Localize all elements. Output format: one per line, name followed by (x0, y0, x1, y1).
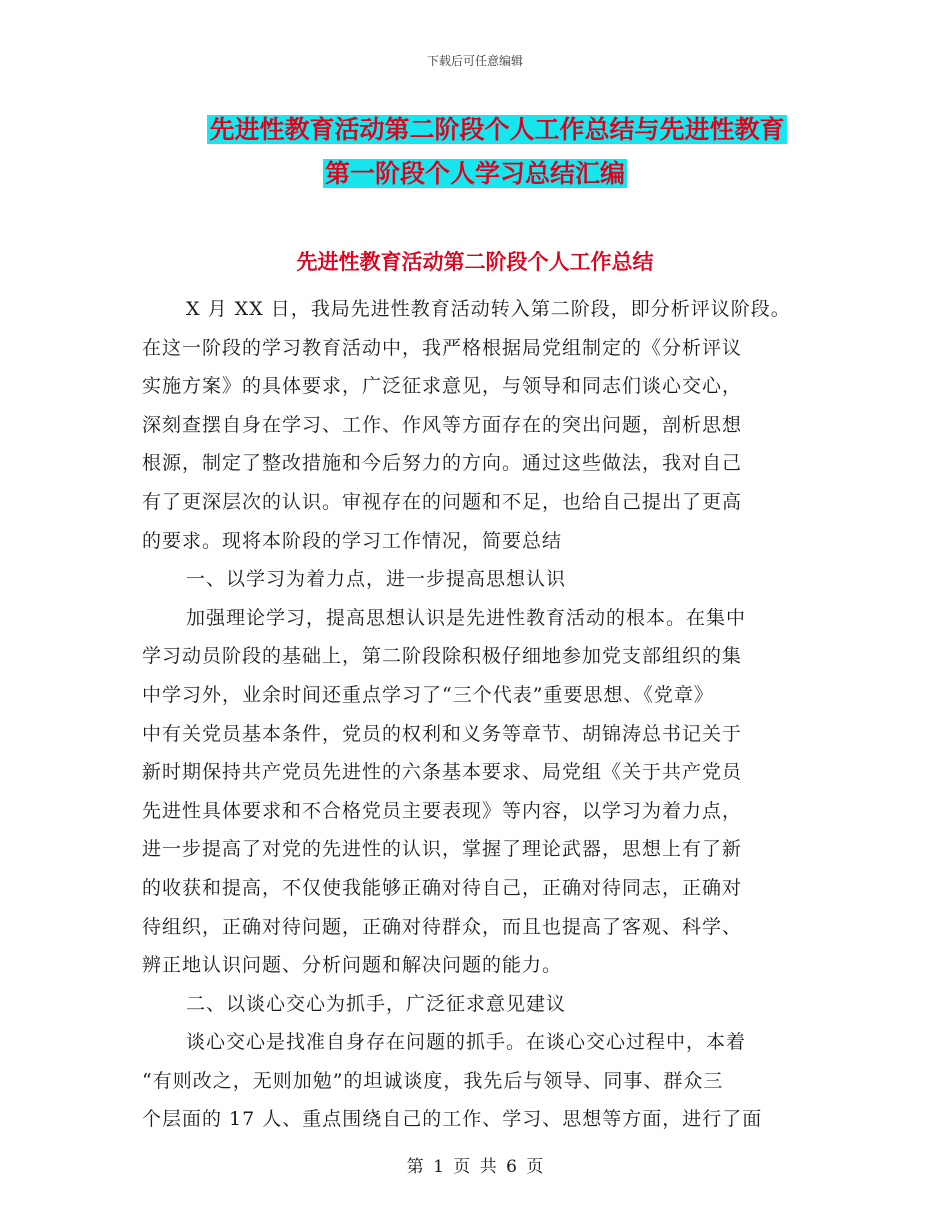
paragraph-line: 在这一阶段的学习教育活动中，我严格根据局党组制定的《分析评议 (142, 336, 743, 359)
paragraph-line: 进一步提高了对党的先进性的认识，掌握了理论武器，思想上有了新 (142, 838, 743, 861)
section-title: 先进性教育活动第二阶段个人工作总结 (296, 249, 654, 274)
document-title-line-1 (22, 112, 950, 148)
document-title-line-1-text: 先进性教育活动第二阶段个人工作总结与先进性教育 (209, 115, 785, 144)
section-heading: 一、以学习为着力点，进一步提高思想认识 (186, 568, 567, 591)
paragraph-line: X 月 XX 日，我局先进性教育活动转入第二阶段，即分析评议阶段。 (186, 298, 791, 320)
paragraph-line: 中学习外，业余时间还重点学习了“三个代表”重要思想、《党章》 (142, 683, 714, 706)
paragraph-line: 个层面的 17 人、重点围绕自己的工作、学习、思想等方面，进行了面 (142, 1108, 763, 1131)
paragraph-line: 先进性具体要求和不合格党员主要表现》等内容，以学习为着力点， (142, 799, 743, 822)
paragraph-line: 根源，制定了整改措施和今后努力的方向。通过这些做法，我对自己 (142, 452, 743, 475)
paragraph-line: 的要求。现将本阶段的学习工作情况，简要总结 (142, 529, 563, 552)
paragraph-line: 深刻查摆自身在学习、工作、作风等方面存在的突出问题，剖析思想 (142, 413, 743, 436)
paragraph-line: 实施方案》的具体要求，广泛征求意见，与领导和同志们谈心交心， (142, 375, 743, 398)
paragraph-line: 谈心交心是找准自身存在问题的抓手。在谈心交心过程中，本着 (186, 1031, 747, 1054)
paragraph-line: 有了更深层次的认识。审视存在的问题和不足，也给自己提出了更高 (142, 490, 743, 513)
paragraph-line: 辨正地认识问题、分析问题和解决问题的能力。 (142, 954, 563, 977)
paragraph-line: 待组织，正确对待问题，正确对待群众，而且也提高了客观、科学、 (142, 915, 743, 938)
page-footer: 第 1 页 共 6 页 (406, 1157, 544, 1177)
body-text (142, 290, 814, 1139)
paragraph-line: 学习动员阶段的基础上，第二阶段除积极仔细地参加党支部组织的集 (142, 645, 743, 668)
paragraph-line: “有则改之，无则加勉”的坦诚谈度，我先后与领导、同事、群众三 (142, 1069, 724, 1092)
paragraph-line: 的收获和提高，不仅使我能够正确对待自己，正确对待同志，正确对 (142, 876, 743, 899)
paragraph-line: 中有关党员基本条件，党员的权利和义务等章节、胡锦涛总书记关于 (142, 722, 743, 745)
paragraph-line: 加强理论学习，提高思想认识是先进性教育活动的根本。在集中 (186, 606, 747, 629)
header-note: 下载后可任意编辑 (426, 54, 523, 68)
document-title-line-2 (0, 156, 950, 192)
paragraph-line: 新时期保持共产党员先进性的六条基本要求、局党组《关于共产党员 (142, 761, 743, 784)
document-title-line-2-text: 第一阶段个人学习总结汇编 (324, 159, 625, 188)
section-heading: 二、以谈心交心为抓手，广泛征求意见建议 (186, 992, 567, 1015)
